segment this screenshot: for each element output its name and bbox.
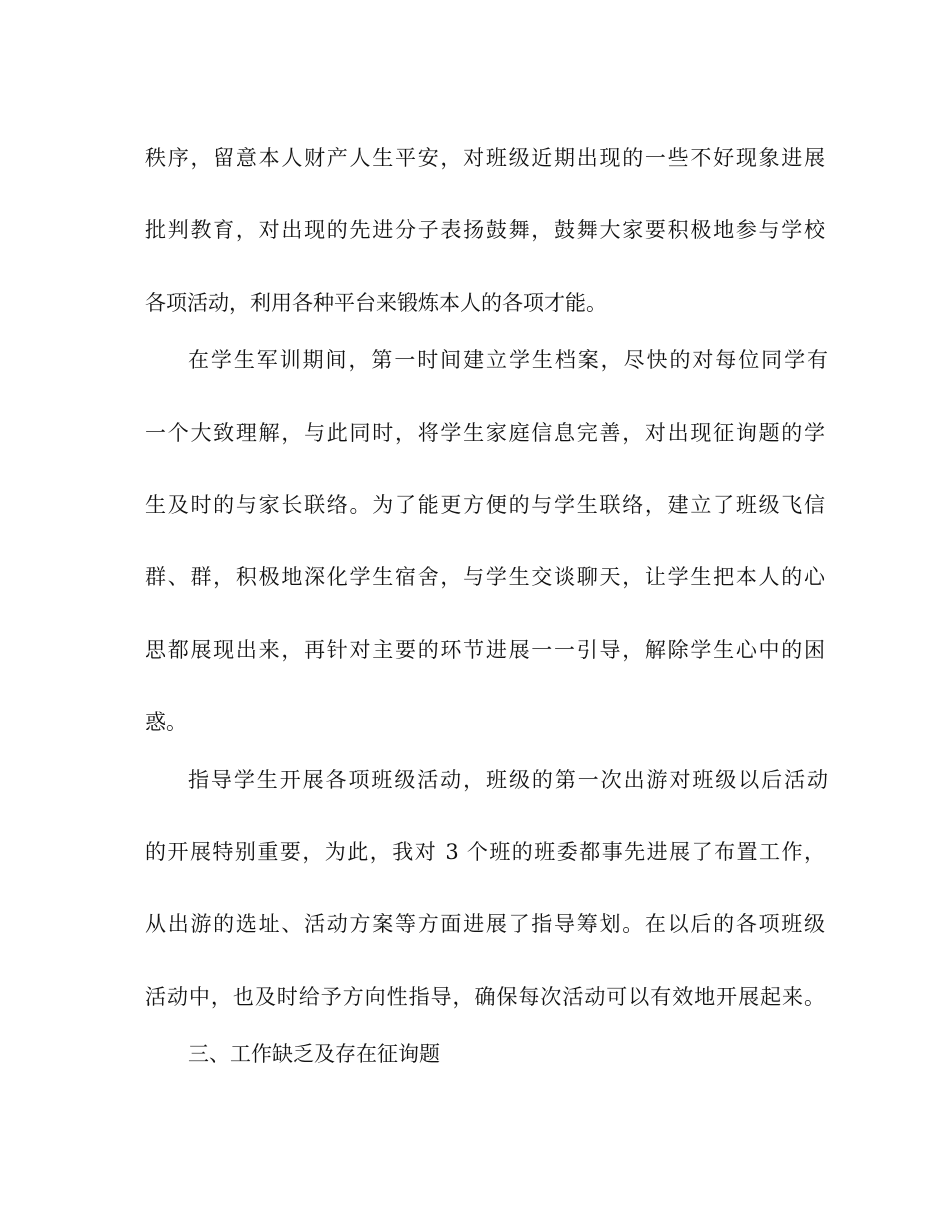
- section-heading: 三、工作缺乏及存在征询题: [188, 1042, 440, 1066]
- paragraph-line: 生及时的与家长联络。为了能更方便的与学生联络，建立了班级飞信: [145, 493, 825, 517]
- paragraph-line: 从出游的选址、活动方案等方面进展了指导筹划。在以后的各项班级: [145, 912, 825, 936]
- paragraph-line: 秩序，留意本人财产人生平安，对班级近期出现的一些不好现象进展: [145, 146, 825, 170]
- paragraph-line: 指导学生开展各项班级活动，班级的第一次出游对班级以后活动: [188, 768, 828, 792]
- paragraph-line: 群、群，积极地深化学生宿舍，与学生交谈聊天，让学生把本人的心: [145, 565, 825, 589]
- paragraph-line: 批判教育，对出现的先进分子表扬鼓舞，鼓舞大家要积极地参与学校: [145, 218, 825, 242]
- paragraph-line: 活动中，也及时给予方向性指导，确保每次活动可以有效地开展起来。: [145, 985, 825, 1009]
- paragraph-line: 的开展特别重要，为此，我对 3 个班的班委都事先进展了布置工作，: [145, 840, 825, 864]
- paragraph-line: 一个大致理解，与此同时，将学生家庭信息完善，对出现征询题的学: [145, 421, 825, 445]
- paragraph-line: 惑。: [145, 710, 187, 734]
- paragraph-line: 各项活动，利用各种平台来锻炼本人的各项才能。: [145, 291, 607, 315]
- paragraph-line: 思都展现出来，再针对主要的环节进展一一引导，解除学生心中的困: [145, 638, 825, 662]
- paragraph-line: 在学生军训期间，第一时间建立学生档案，尽快的对每位同学有: [188, 348, 828, 372]
